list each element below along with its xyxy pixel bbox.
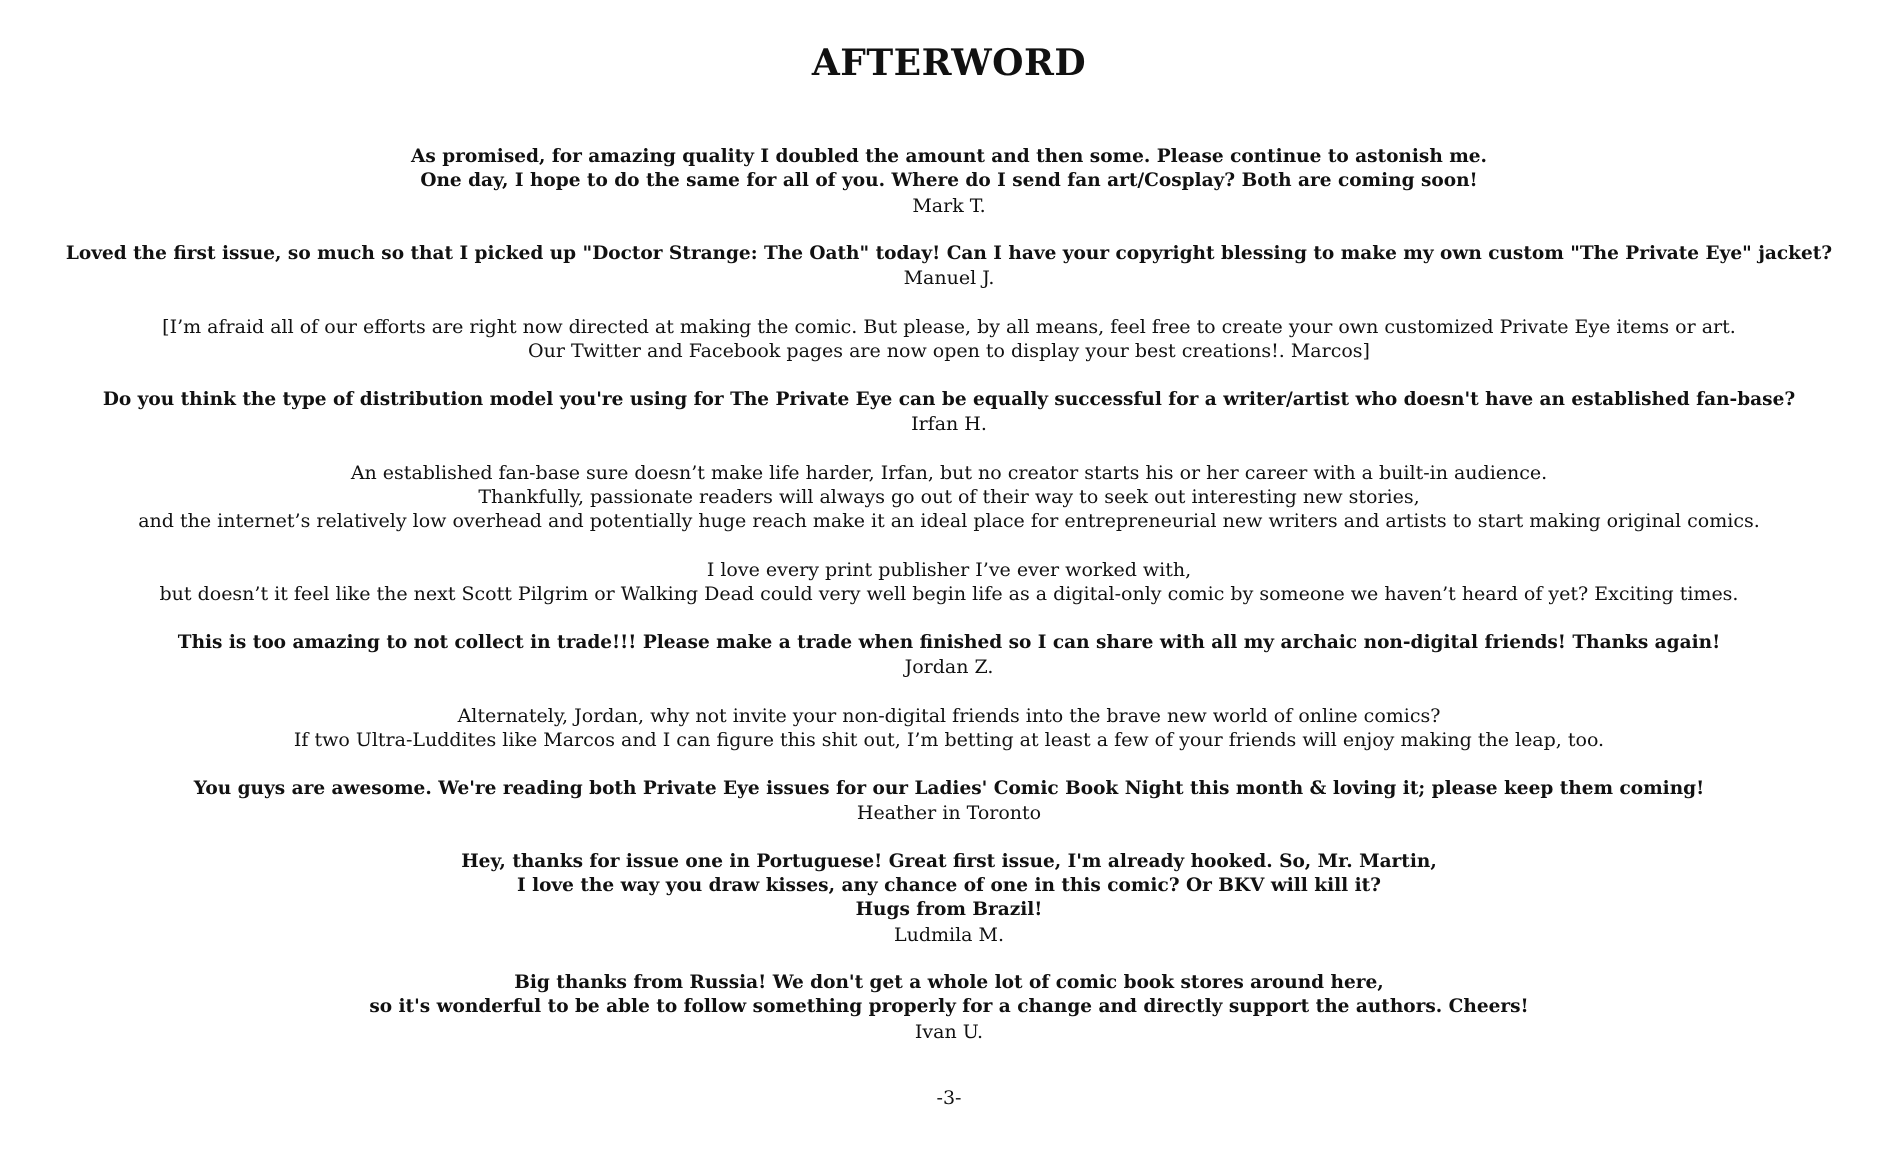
reply-text: I love every print publisher I’ve ever worked with, bbox=[706, 559, 1192, 582]
letter-text: Loved the first issue, so much so that I picked up "Doctor Strange: The Oath" today! Can I have your copyright blessing to make my own custom "The Private Eye" jacket? bbox=[65, 243, 1833, 265]
letter-signature: Jordan Z. bbox=[904, 656, 994, 679]
reply-text: Alternately, Jordan, why not invite your non-digital friends into the brave new world of online comics? bbox=[457, 704, 1441, 727]
letter-signature: Irfan H. bbox=[911, 413, 987, 436]
reply-text: Our Twitter and Facebook pages are now open to display your best creations!. Marcos] bbox=[528, 340, 1370, 363]
letter-text: As promised, for amazing quality I doubled the amount and then some. Please continue to astonish me. bbox=[410, 146, 1488, 167]
letter-signature: Ludmila M. bbox=[893, 923, 1005, 946]
page-title: AFTERWORD bbox=[811, 42, 1087, 84]
reply-3 bbox=[60, 558, 1838, 607]
reply-2 bbox=[60, 461, 1838, 534]
letter-text: Hey, thanks for issue one in Portuguese! Great first issue, I'm already hooked. So, Mr. Martin, bbox=[461, 850, 1437, 872]
letter-6 bbox=[60, 850, 1838, 947]
letter-4 bbox=[60, 631, 1838, 680]
letter-signature: Heather in Toronto bbox=[856, 802, 1042, 825]
letter-text: This is too amazing to not collect in trade!!! Please make a trade when finished so I can share with all my archaic non-digital friends! Thanks again! bbox=[177, 631, 1721, 653]
letter-signature: Ivan U. bbox=[914, 1020, 984, 1043]
letters-column bbox=[60, 145, 1838, 1068]
reply-text: If two Ultra-Luddites like Marcos and I can figure this shit out, I’m betting at least a few of your friends will enjoy making the leap, too. bbox=[293, 729, 1605, 752]
reply-text: An established fan-base sure doesn’t make life harder, Irfan, but no creator starts his or her career with a built-in audience. bbox=[350, 461, 1548, 484]
reply-text: and the internet’s relatively low overhead and potentially huge reach make it an ideal place for entrepreneurial new writers and artists to start making original comics. bbox=[138, 510, 1760, 533]
letter-7 bbox=[60, 971, 1838, 1044]
letter-text: so it's wonderful to be able to follow something properly for a change and directly support the authors. Cheers! bbox=[369, 996, 1529, 1018]
letter-1 bbox=[60, 145, 1838, 218]
reply-text: Thankfully, passionate readers will always go out of their way to seek out interesting new stories, bbox=[478, 486, 1420, 509]
reply-4 bbox=[60, 704, 1838, 753]
letter-text: Do you think the type of distribution model you're using for The Private Eye can be equally successful for a writer/artist who doesn't have an established fan-base? bbox=[102, 388, 1796, 410]
letter-text: Hugs from Brazil! bbox=[855, 899, 1043, 921]
letter-text: Big thanks from Russia! We don't get a whole lot of comic book stores around here, bbox=[514, 972, 1384, 994]
letter-text: One day, I hope to do the same for all of you. Where do I send fan art/Cosplay? Both are coming soon! bbox=[420, 170, 1478, 192]
letter-signature: Mark T. bbox=[912, 194, 986, 217]
letter-5 bbox=[60, 777, 1838, 826]
letter-2 bbox=[60, 242, 1838, 291]
letter-signature: Manuel J. bbox=[903, 267, 995, 290]
page-number: -3- bbox=[936, 1087, 962, 1109]
letter-text: You guys are awesome. We're reading both Private Eye issues for our Ladies' Comic Book Night this month & loving it; please keep them coming! bbox=[193, 777, 1705, 799]
letter-text: I love the way you draw kisses, any chance of one in this comic? Or BKV will kill it? bbox=[516, 874, 1382, 896]
reply-1 bbox=[60, 315, 1838, 364]
reply-text: but doesn’t it feel like the next Scott Pilgrim or Walking Dead could very well begin life as a digital-only comic by someone we haven’t heard of yet? Exciting times. bbox=[159, 583, 1739, 606]
reply-text: [I’m afraid all of our efforts are right now directed at making the comic. But please, by all means, feel free to create your own customized Private Eye items or art. bbox=[162, 316, 1736, 339]
letter-3 bbox=[60, 388, 1838, 437]
